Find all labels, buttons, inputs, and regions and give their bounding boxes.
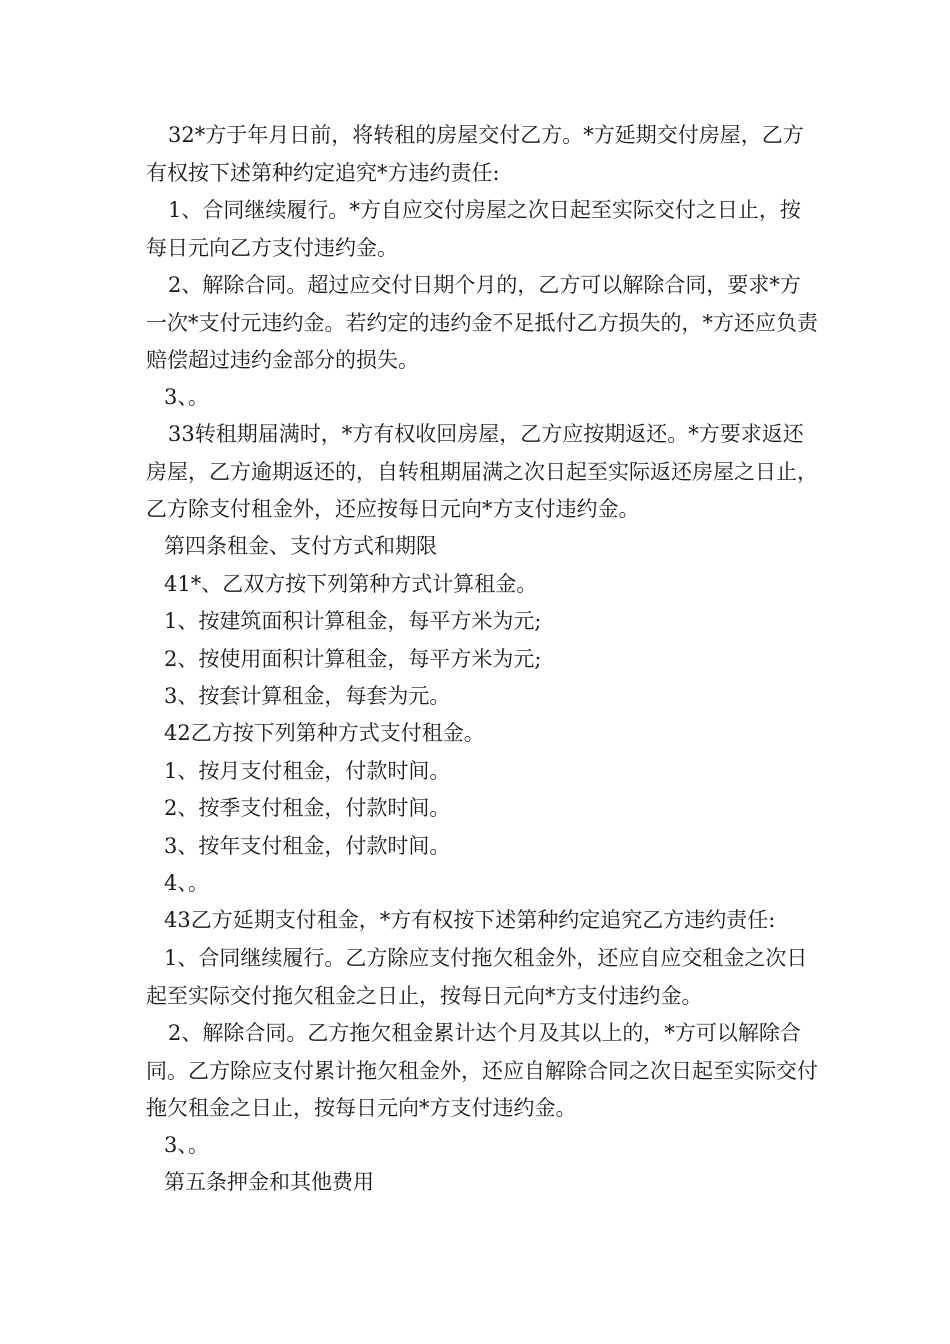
paragraph-43: 43乙方延期支付租金，*方有权按下述第种约定追究乙方违约责任: bbox=[164, 908, 776, 932]
paragraph-32-option-2: 2、解除合同。超过应交付日期个月的，乙方可以解除合同，要求*方一次*支付元违约金。若约定的违约金不足抵付乙方损失的，*方还应负责赔偿超过违约金部分的损失。 bbox=[146, 273, 818, 372]
paragraph-42-option-3: 3、按年支付租金，付款时间。 bbox=[164, 834, 451, 858]
paragraph-33: 33转租期届满时，*方有权收回房屋，乙方应按期返还。*方要求返还房屋，乙方逾期返还的，自转租期届满之次日起至实际返还房屋之日止，乙方除支付租金外，还应按每日元向*方支付违约金。 bbox=[146, 422, 818, 521]
paragraph-41-option-1: 1、按建筑面积计算租金，每平方米为元; bbox=[164, 609, 542, 633]
paragraph-43-option-1: 1、合同继续履行。乙方除应支付拖欠租金外，还应自应交租金之次日起至实际交付拖欠租金之日止，按每日元向*方支付违约金。 bbox=[146, 946, 808, 1008]
paragraph-42-option-4: 4、。 bbox=[164, 871, 209, 895]
paragraph-41-option-3: 3、按套计算租金，每套为元。 bbox=[164, 684, 451, 708]
paragraph-41-option-2: 2、按使用面积计算租金，每平方米为元; bbox=[164, 647, 542, 671]
section-heading-article-4: 第四条租金、支付方式和期限 bbox=[164, 534, 437, 558]
paragraph-43-option-3: 3、。 bbox=[164, 1133, 209, 1157]
paragraph-43-option-2: 2、解除合同。乙方拖欠租金累计达个月及其以上的，*方可以解除合同。乙方除应支付累计拖欠租金外，还应自解除合同之次日起至实际交付拖欠租金之日止，按每日元向*方支付违约金。 bbox=[146, 1021, 818, 1120]
paragraph-42-option-1: 1、按月支付租金，付款时间。 bbox=[164, 759, 451, 783]
paragraph-32-option-1: 1、合同继续履行。*方自应交付房屋之次日起至实际交付之日止，按每日元向乙方支付违约金。 bbox=[146, 198, 801, 260]
paragraph-42-option-2: 2、按季支付租金，付款时间。 bbox=[164, 796, 451, 820]
paragraph-42: 42乙方按下列第种方式支付租金。 bbox=[164, 721, 485, 745]
paragraph-32: 32*方于年月日前，将转租的房屋交付乙方。*方延期交付房屋，乙方有权按下述第种约定追究*方违约责任: bbox=[146, 123, 804, 185]
section-heading-article-5: 第五条押金和其他费用 bbox=[164, 1170, 374, 1194]
paragraph-32-option-3: 3、。 bbox=[164, 385, 209, 409]
paragraph-41: 41*、乙双方按下列第种方式计算租金。 bbox=[164, 572, 538, 596]
